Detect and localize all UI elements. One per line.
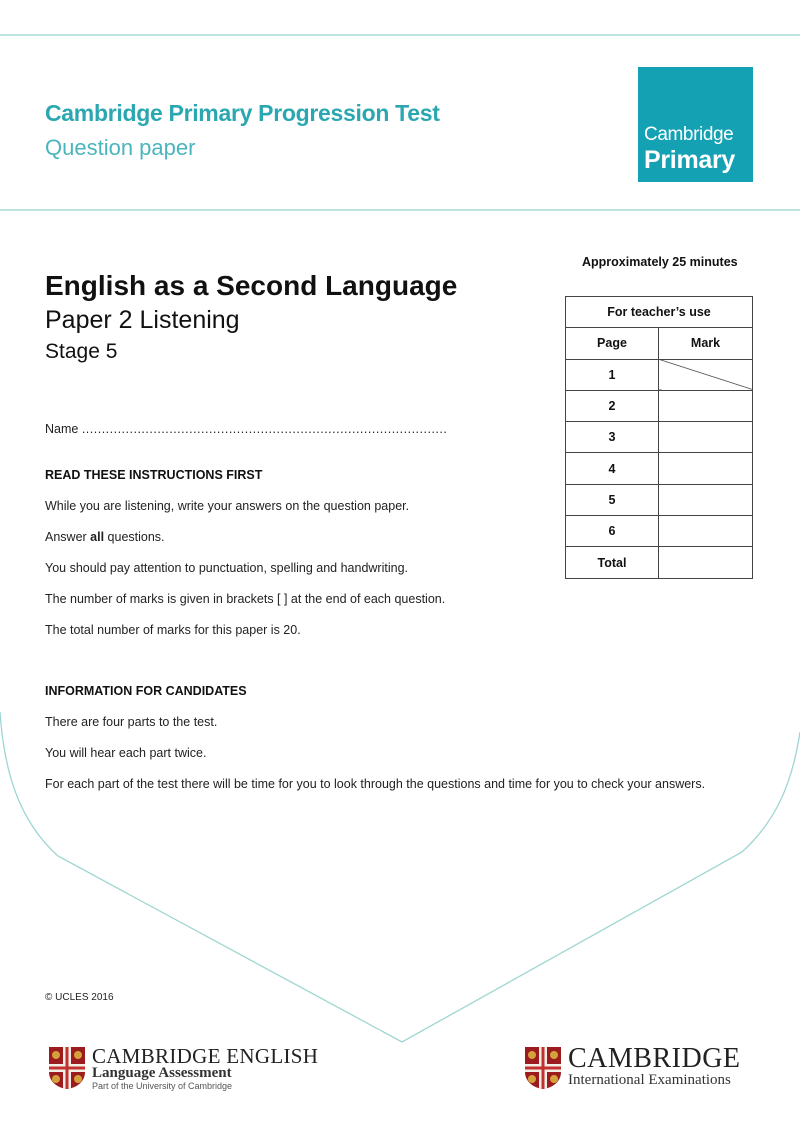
copyright-notice: © UCLES 2016 xyxy=(45,992,114,1003)
instructions-heading: READ THESE INSTRUCTIONS FIRST xyxy=(45,468,263,482)
total-label: Total xyxy=(566,547,659,578)
instruction-line: You should pay attention to punctuation, spelling and handwriting. xyxy=(45,561,409,575)
column-header-page: Page xyxy=(566,328,659,359)
information-heading: INFORMATION FOR CANDIDATES xyxy=(45,684,247,698)
instruction-line: The number of marks is given in brackets [ ] at the end of each question. xyxy=(45,592,446,606)
logo-left-line-2: Language Assessment xyxy=(92,1065,232,1081)
duration-label: Approximately 25 minutes xyxy=(582,255,738,269)
page-cell: 4 xyxy=(566,453,659,484)
logo-left-line-1: CAMBRIDGE ENGLISH xyxy=(92,1044,319,1068)
subject-title: English as a Second Language xyxy=(45,270,458,301)
instruction-line: While you are listening, write your answers on the question paper. xyxy=(45,499,410,513)
cambridge-international-logo xyxy=(524,1043,741,1090)
logo-left-line-3: Part of the University of Cambridge xyxy=(92,1081,233,1091)
stage-label: Stage 5 xyxy=(45,340,118,363)
instruction-text: questions. xyxy=(104,530,165,544)
brand-line-2: Primary xyxy=(644,146,736,174)
information-line: For each part of the test there will be time for you to look through the questions and time for you to check your answers. xyxy=(45,777,706,791)
cambridge-english-logo xyxy=(48,1046,318,1092)
brand-line-1: Cambridge xyxy=(644,124,734,145)
name-label: Name xyxy=(45,422,79,436)
instruction-line: The total number of marks for this paper is 20. xyxy=(45,623,301,637)
instruction-text: Answer xyxy=(45,530,91,544)
logo-right-line-2: International Examinations xyxy=(568,1072,731,1088)
marks-table-title: For teacher’s use xyxy=(566,297,753,328)
information-line: There are four parts to the test. xyxy=(45,715,218,729)
instruction-emphasis: all xyxy=(90,530,105,544)
logo-right-line-1: CAMBRIDGE xyxy=(568,1043,741,1074)
document-type: Question paper xyxy=(45,135,196,160)
page-cell: 2 xyxy=(566,390,659,421)
information-line: You will hear each part twice. xyxy=(45,746,207,760)
page-cell: 3 xyxy=(566,422,659,453)
university-crest-icon xyxy=(48,1046,86,1090)
university-crest-icon xyxy=(524,1046,562,1090)
page-cell: 1 xyxy=(566,359,659,390)
column-header-mark: Mark xyxy=(659,328,753,359)
series-title: Cambridge Primary Progression Test xyxy=(45,100,440,126)
page-cell: 5 xyxy=(566,484,659,515)
page-cell: 6 xyxy=(566,516,659,547)
paper-title: Paper 2 Listening xyxy=(45,306,240,334)
name-dotted-line[interactable]: ............................................................................................ xyxy=(81,422,448,436)
